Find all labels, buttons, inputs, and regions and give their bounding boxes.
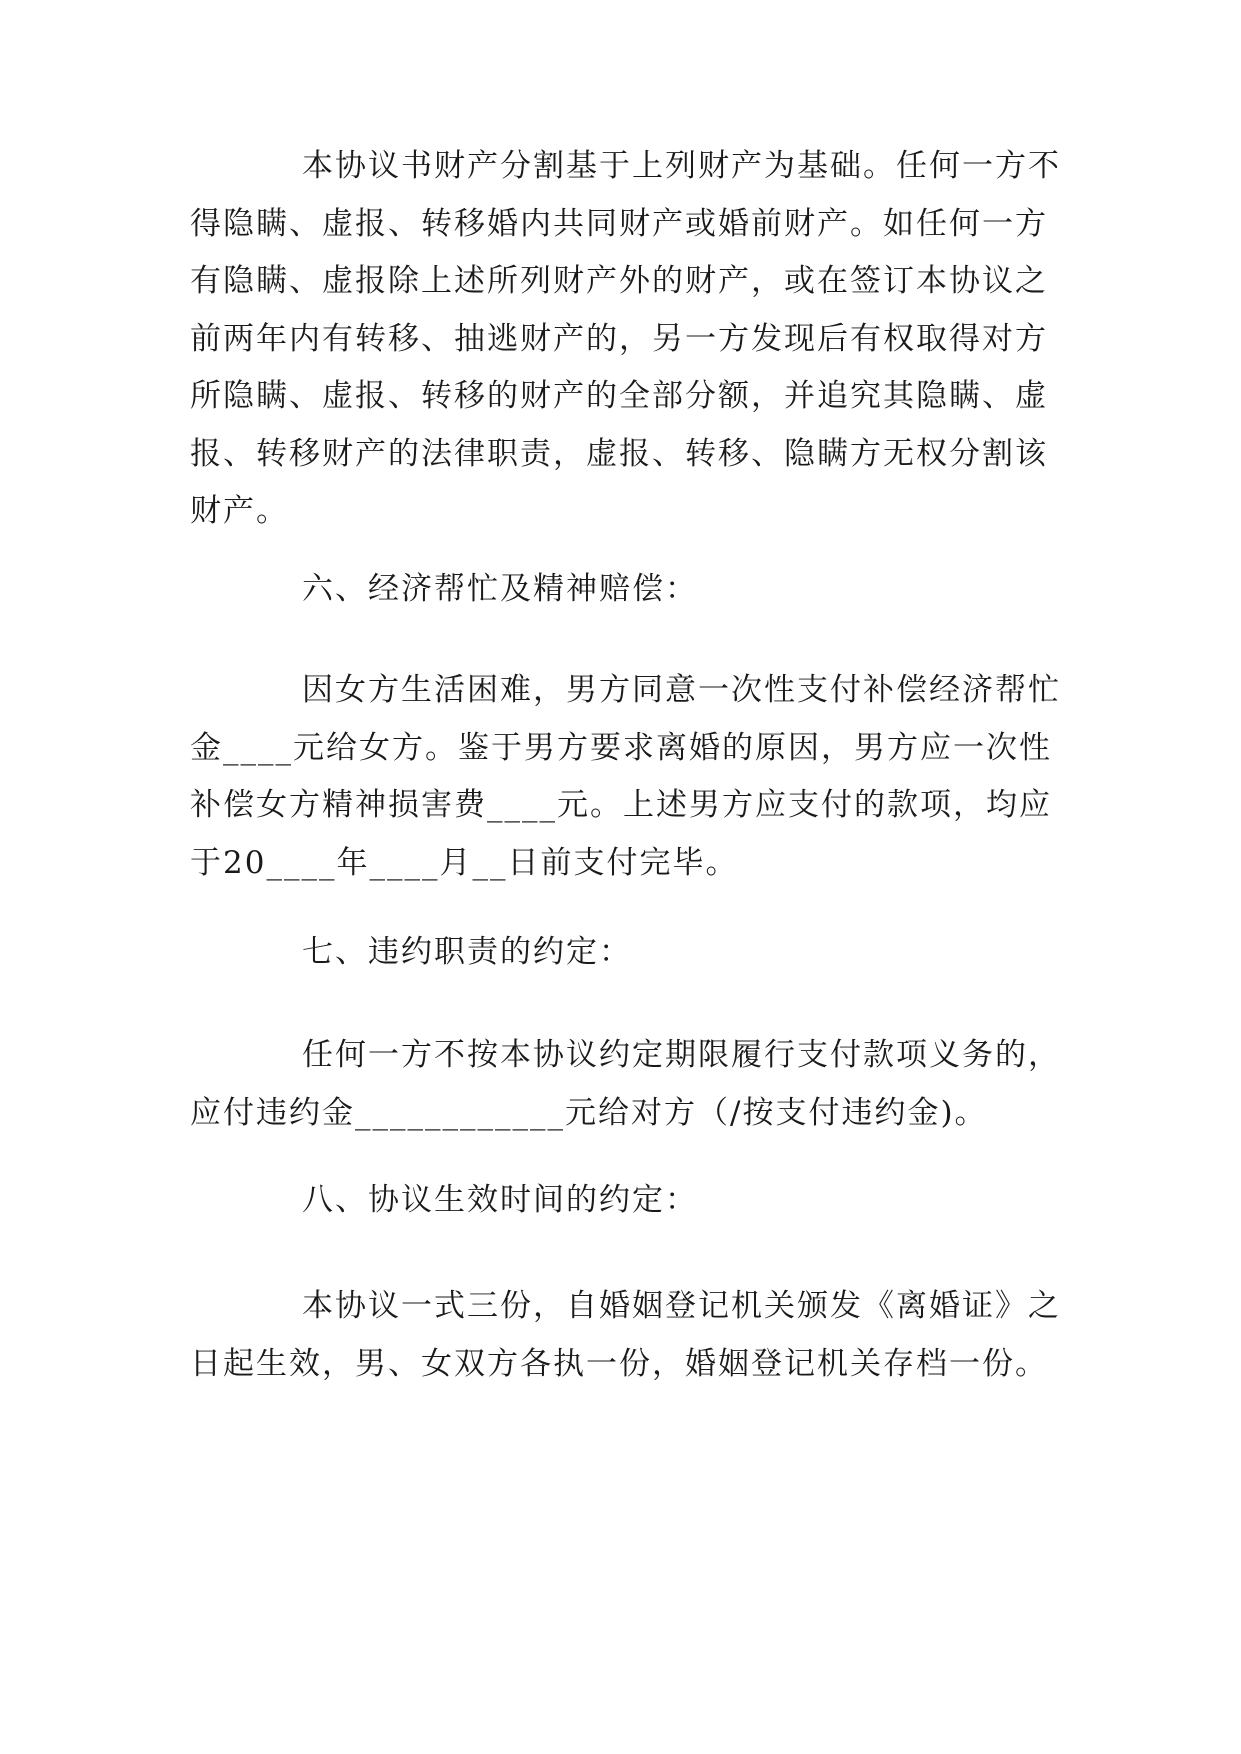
text-line: 本协议一式三份，自婚姻登记机关颁发《离婚证》之 — [302, 1288, 1061, 1324]
section-heading-breach — [190, 924, 1060, 982]
text-line: 日起生效，男、女双方各执一份，婚姻登记机关存档一份。 — [190, 1345, 1048, 1382]
heading-line: 八、协议生效时间的约定： — [302, 1182, 698, 1218]
text-line: 任何一方不按本协议约定期限履行支付款项义务的， — [302, 1037, 1061, 1073]
text-line: 得隐瞒、虚报、转移婚内共同财产或婚前财产。如任何一方 — [190, 205, 1048, 242]
text-line: 应付违约金____________元给对方（/按支付违约金)。 — [190, 1094, 988, 1131]
text-line: 所隐瞒、虚报、转移的财产的全部分额，并追究其隐瞒、虚 — [190, 378, 1048, 414]
text-line: 金____元给女方。鉴于男方要求离婚的原因，男方应一次性 — [190, 729, 1052, 766]
paragraph-property-division — [190, 138, 1060, 541]
section-heading-effective-date — [190, 1172, 1060, 1230]
text-line: 财产。 — [190, 493, 289, 529]
text-line: 本协议书财产分割基于上列财产为基础。任何一方不 — [302, 148, 1061, 184]
paragraph-breach — [190, 1027, 1060, 1142]
text-line: 有隐瞒、虚报除上述所列财产外的财产，或在签订本协议之 — [190, 263, 1048, 299]
paragraph-effective-date — [190, 1278, 1060, 1393]
heading-line: 七、违约职责的约定： — [302, 934, 632, 970]
text-line: 于20____年____月__日前支付完毕。 — [190, 844, 739, 881]
text-line: 补偿女方精神损害费____元。上述男方应支付的款项，均应 — [190, 787, 1052, 823]
heading-line: 六、经济帮忙及精神赔偿： — [302, 571, 698, 607]
text-line: 前两年内有转移、抽逃财产的，另一方发现后有权取得对方 — [190, 320, 1048, 357]
section-heading-compensation — [190, 561, 1060, 619]
text-line: 因女方生活困难，男方同意一次性支付补偿经济帮忙 — [302, 672, 1061, 708]
paragraph-compensation — [190, 662, 1060, 892]
text-line: 报、转移财产的法律职责，虚报、转移、隐瞒方无权分割该 — [190, 435, 1048, 472]
